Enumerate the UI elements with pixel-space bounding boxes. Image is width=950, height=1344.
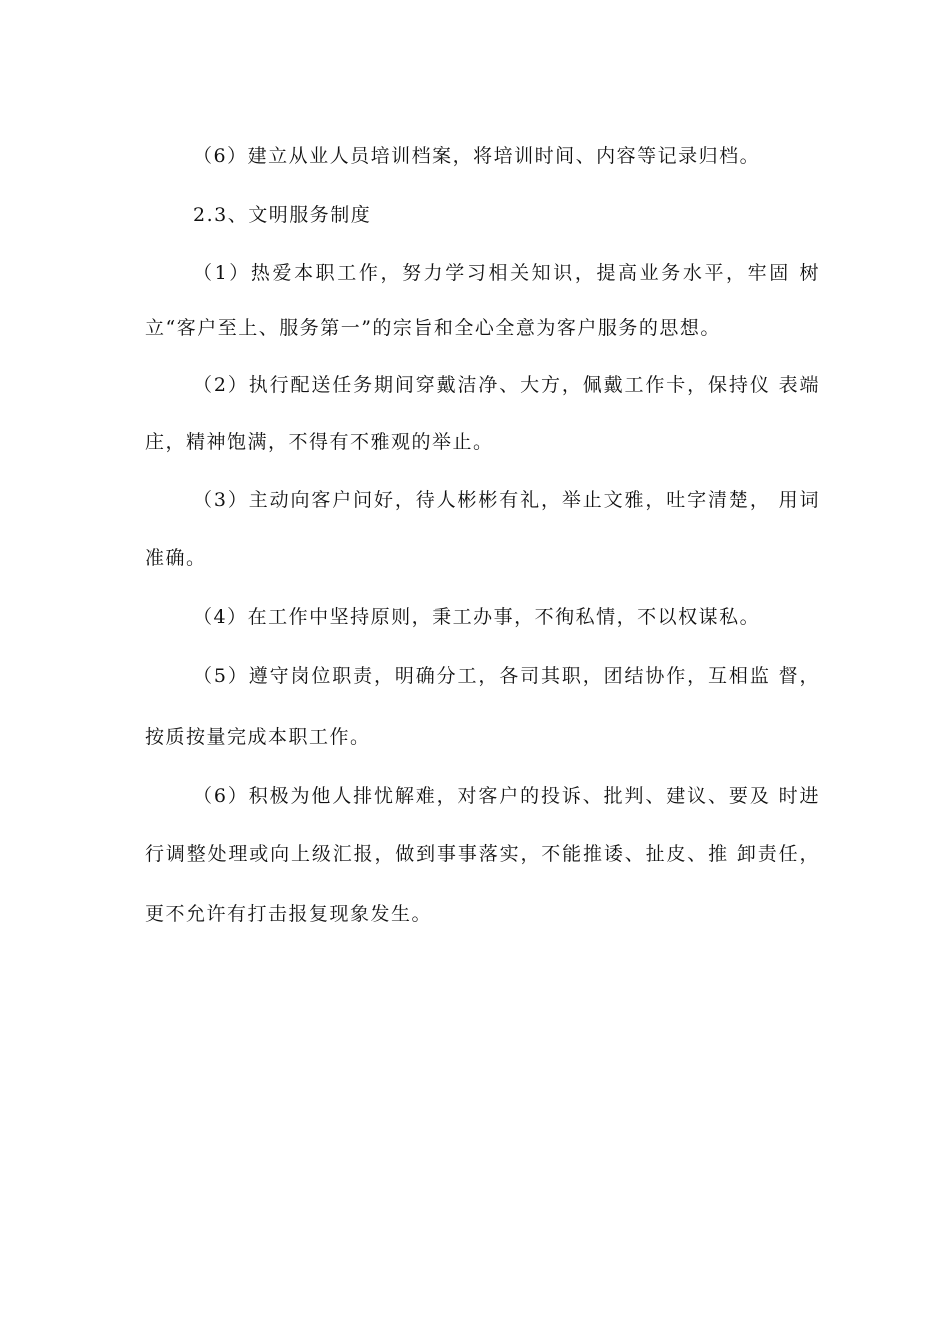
item-3-line-1: （3）主动向客户问好，待人彬彬有礼，举止文雅，吐字清楚， 用词	[193, 489, 820, 511]
item-6b-line-2: 行调整处理或向上级汇报，做到事事落实，不能推诿、扯皮、推 卸责任，	[145, 843, 820, 865]
item-6b-line-3: 更不允许有打击报复现象发生。	[145, 903, 433, 925]
item-4-line-1: （4）在工作中坚持原则，秉工办事，不徇私情，不以权谋私。	[193, 606, 761, 628]
item-3-line-2: 准确。	[145, 547, 207, 569]
item-2-line-2: 庄，精神饱满，不得有不雅观的举止。	[145, 431, 494, 453]
item-6-training-archive: （6）建立从业人员培训档案，将培训时间、内容等记录归档。	[193, 145, 761, 167]
item-5-line-2: 按质按量完成本职工作。	[145, 726, 371, 748]
item-1-line-2: 立“客户至上、服务第一”的宗旨和全心全意为客户服务的思想。	[145, 317, 721, 339]
item-1-line-1: （1）热爱本职工作，努力学习相关知识，提高业务水平，牢固 树	[193, 262, 820, 284]
section-heading-civilized-service: 2.3、文明服务制度	[193, 204, 372, 226]
item-6b-line-1: （6）积极为他人排忧解难，对客户的投诉、批判、建议、要及 时进	[193, 785, 820, 807]
item-2-line-1: （2）执行配送任务期间穿戴洁净、大方，佩戴工作卡，保持仪 表端	[193, 374, 820, 396]
item-5-line-1: （5）遵守岗位职责，明确分工，各司其职，团结协作，互相监 督，	[193, 665, 820, 687]
